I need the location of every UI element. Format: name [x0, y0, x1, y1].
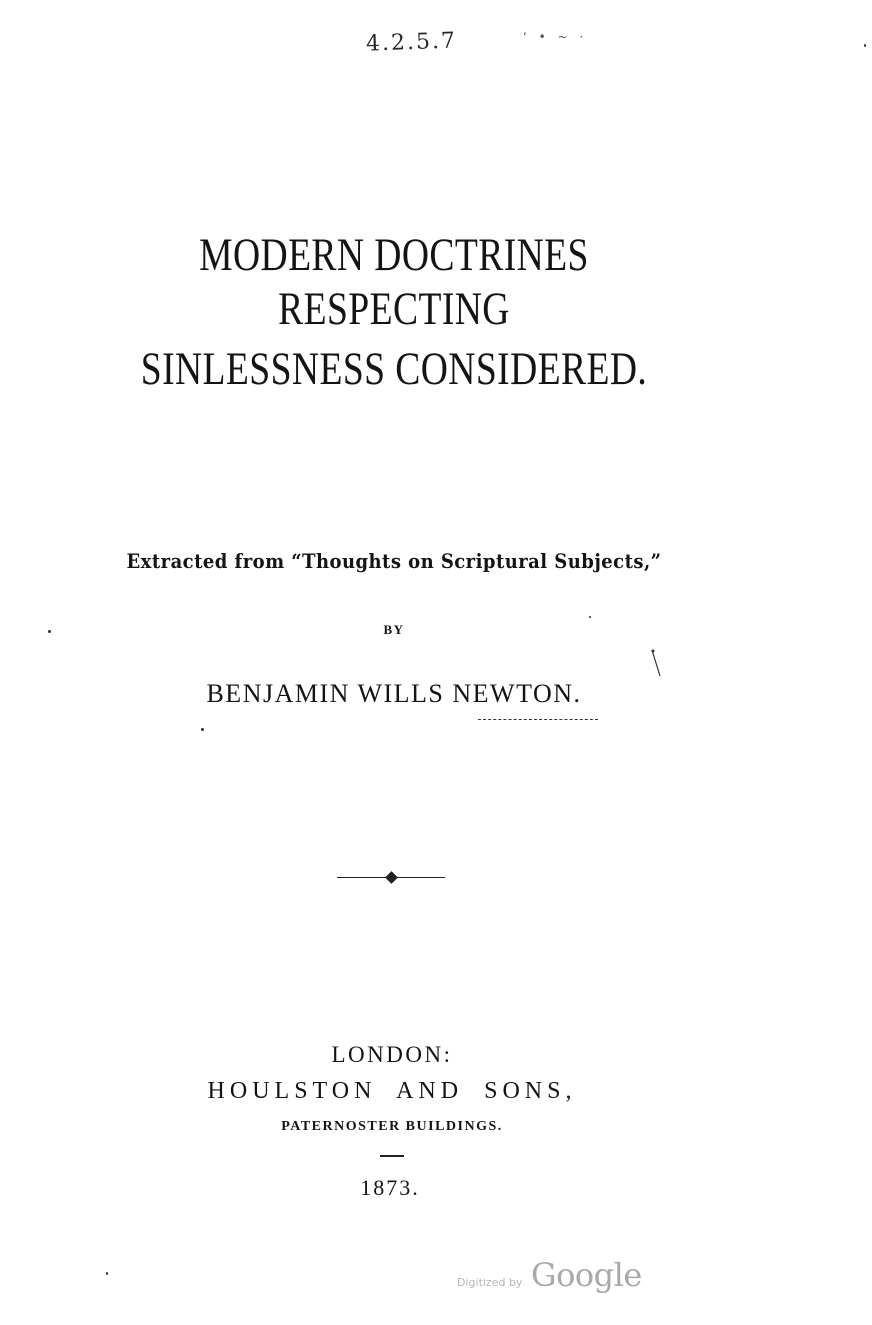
by-label: BY	[383, 622, 405, 637]
imprint-city: LONDON:	[331, 1042, 453, 1067]
pencil-stroke-mark	[651, 648, 661, 678]
handwritten-shelfmark: 4.2.5.7	[365, 28, 458, 57]
scan-speck	[48, 630, 51, 633]
imprint-year: 1873.	[360, 1175, 420, 1200]
scan-speck	[864, 44, 866, 47]
short-divider	[380, 1155, 404, 1157]
scan-speck	[106, 1272, 108, 1275]
pencil-marks: ʻ • ~ ·	[523, 30, 588, 44]
scan-speck	[589, 616, 591, 618]
scan-speck	[201, 728, 204, 731]
handwritten-underline	[478, 719, 598, 720]
book-title-line-1: MODERN DOCTRINES RESPECTING	[199, 229, 589, 335]
imprint-publisher: HOULSTON AND SONS,	[207, 1078, 577, 1104]
imprint-address: PATERNOSTER BUILDINGS.	[281, 1119, 503, 1134]
extract-note: Extracted from “Thoughts on Scriptural Subjects,”	[126, 549, 662, 573]
divider-diamond-ornament	[385, 871, 398, 884]
google-watermark-logo: Google	[531, 1256, 642, 1294]
digitized-by-label: Digitized by	[457, 1276, 523, 1289]
author-name: BENJAMIN WILLS NEWTON.	[206, 679, 582, 708]
book-title-line-2: SINLESSNESS CONSIDERED.	[140, 343, 648, 395]
